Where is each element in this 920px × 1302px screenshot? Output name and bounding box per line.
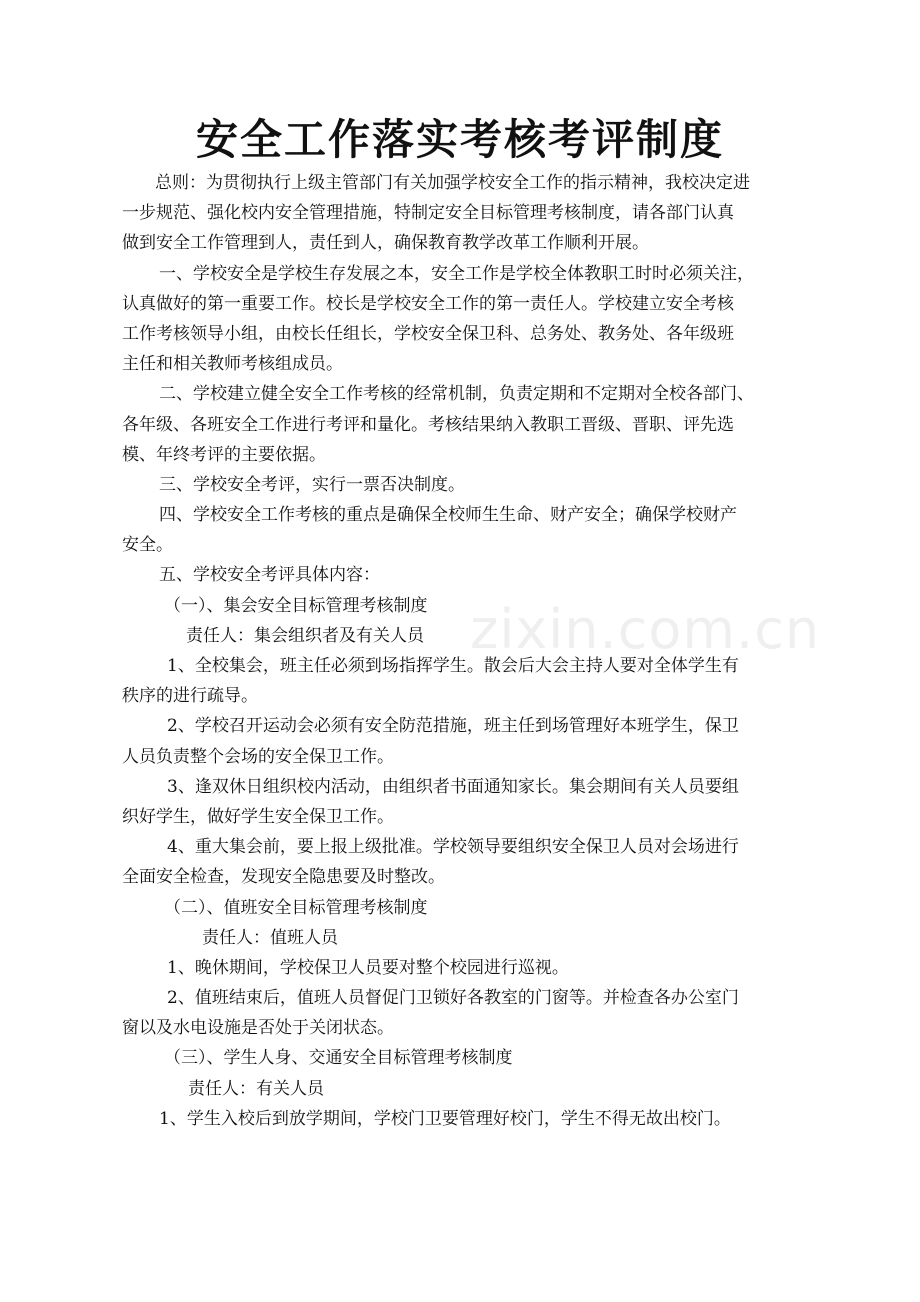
text-line: 窗以及水电设施是否处于关闭状态。 <box>122 1018 394 1039</box>
text-line: 一步规范、强化校内安全管理措施，特制定安全目标管理考核制度，请各部门认真 <box>122 203 734 224</box>
text-line: 秩序的进行疏导。 <box>122 686 258 707</box>
responsible-line: 责任人：有关人员 <box>188 1078 324 1099</box>
responsible-line: 责任人：集会组织者及有关人员 <box>186 625 424 646</box>
text-line: 各年级、各班安全工作进行考评和量化。考核结果纳入教职工晋级、晋职、评先选 <box>122 414 734 435</box>
text-line: 全面安全检查，发现安全隐患要及时整改。 <box>122 867 445 888</box>
text-line: 2、值班结束后，值班人员督促门卫锁好各教室的门窗等。并检查各办公室门 <box>167 988 739 1009</box>
text-line: 做到安全工作管理到人，责任到人，确保教育教学改革工作顺利开展。 <box>122 233 649 254</box>
text-line: 三、学校安全考评，实行一票否决制度。 <box>159 474 465 495</box>
text-line: 2、学校召开运动会必须有安全防范措施，班主任到场管理好本班学生，保卫 <box>167 716 739 737</box>
section-heading: （一）、集会安全目标管理考核制度 <box>164 595 428 616</box>
text-line: 织好学生，做好学生安全保卫工作。 <box>122 806 394 827</box>
text-line: 五、学校安全考评具体内容： <box>159 565 380 586</box>
text-line: 二、学校建立健全安全工作考核的经常机制，负责定期和不定期对全校各部门、 <box>159 384 754 405</box>
text-line: 认真做好的第一重要工作。校长是学校安全工作的第一责任人。学校建立安全考核 <box>122 293 734 314</box>
text-line: 总则：为贯彻执行上级主管部门有关加强学校安全工作的指示精神，我校决定进 <box>155 173 750 193</box>
text-line: 4、重大集会前，要上报上级批准。学校领导要组织安全保卫人员对会场进行 <box>167 837 739 858</box>
document-title: 安全工作落实考核考评制度 <box>195 115 724 164</box>
text-line: 主任和相关教师考核组成员。 <box>122 354 343 375</box>
text-line: 四、学校安全工作考核的重点是确保全校师生生命、财产安全；确保学校财产 <box>159 505 737 526</box>
text-line: 模、年终考评的主要依据。 <box>122 444 326 465</box>
text-line: 3、逢双休日组织校内活动，由组织者书面通知家长。集会期间有关人员要组 <box>167 776 739 797</box>
watermark: zixin.com.cn <box>470 598 821 661</box>
text-line: 工作考核领导小组，由校长任组长，学校安全保卫科、总务处、教务处、各年级班 <box>122 323 734 344</box>
text-line: 一、学校安全是学校生存发展之本，安全工作是学校全体教职工时时必须关注， <box>159 263 754 284</box>
responsible-line: 责任人：值班人员 <box>202 927 338 948</box>
section-heading: （二）、值班安全目标管理考核制度 <box>164 897 428 918</box>
text-line: 1、全校集会，班主任必须到场指挥学生。散会后大会主持人要对全体学生有 <box>167 656 739 676</box>
section-heading: （三）、学生人身、交通安全目标管理考核制度 <box>164 1048 513 1069</box>
text-line: 1、学生入校后到放学期间，学校门卫要管理好校门，学生不得无故出校门。 <box>159 1108 731 1129</box>
document-body <box>122 168 812 1134</box>
text-line: 人员负责整个会场的安全保卫工作。 <box>122 746 394 767</box>
text-line: 安全。 <box>122 535 173 556</box>
text-line: 1、晚休期间，学校保卫人员要对整个校园进行巡视。 <box>167 957 569 978</box>
